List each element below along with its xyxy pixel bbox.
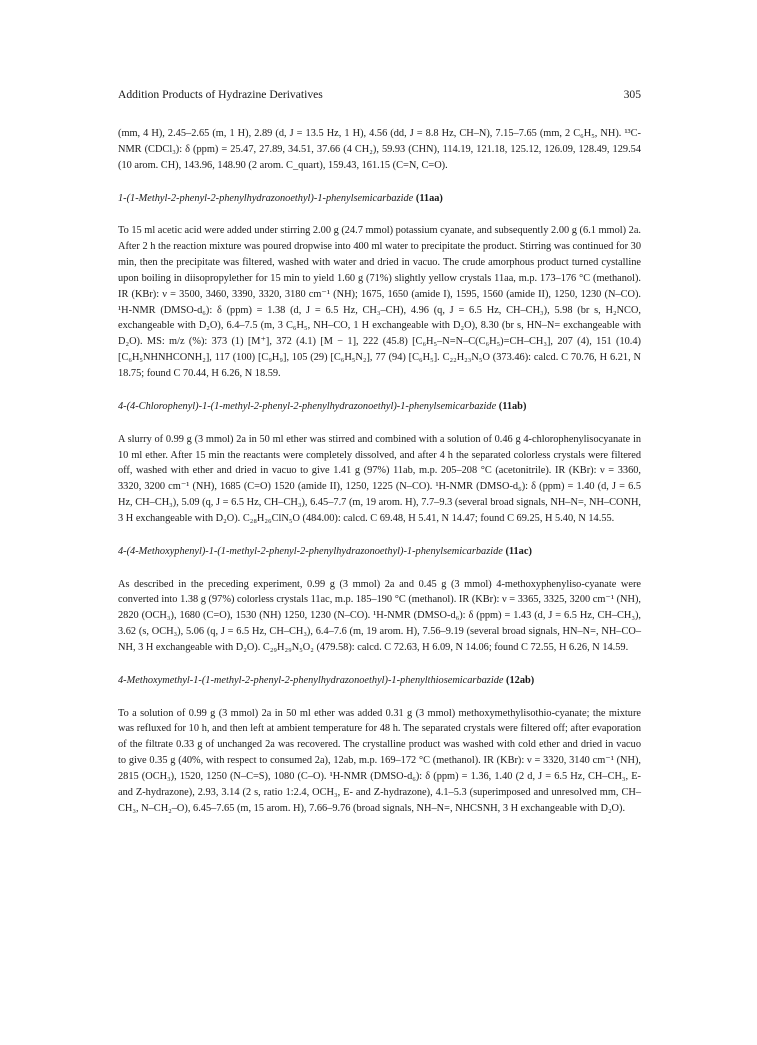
journal-page	[118, 88, 641, 817]
running-header	[118, 88, 641, 102]
compound-label: (11aa)	[415, 192, 443, 204]
compound-name: 4-(4-Methoxyphenyl)-1-(1-methyl-2-phenyl-2-phenylhydrazonoethyl)-1-phenylsemicarbazide	[118, 545, 503, 557]
compound-title	[118, 191, 641, 207]
section-11ac	[118, 544, 641, 656]
experimental-paragraph: To a solution of 0.99 g (3 mmol) 2a in 50 ml ether was added 0.31 g (3 mmol) methoxymethylisothio-cyanate; the mixture was refluxed for 10 h, and then left at ambient temperature for 48 h. The separated crystals were filtered off; after evaporation of the filtrate 0.33 g of unchanged 2a was recovered. The crystalline product was washed with cold ether and dried in vacuo to give 0.35 g (40%, with respect to consumed 2a), 12ab, m.p. 169–172 °C (methanol). IR (KBr): ν = 3320, 3140 cm⁻¹ (NH), 2815 (OCH₃), 1520, 1250 (N–C=S), 1080 (C–O). ¹H-NMR (DMSO-d₆): δ (ppm) = 1.36, 1.40 (2 d, J = 6.5 Hz, CH–CH₃, E- and Z-hydrazone), 2.93, 3.14 (2 s, ratio 1:2.4, OCH₃, E- and Z-hydrazone), 4.1–5.3 (superimposed and unresolved mm, CH–CH₃, N–CH₂–O), 6.45–7.65 (m, 15 arom. H), 7.66–9.76 (broad signals, NH–N=, NHCSNH, 3 H exchangeable with D₂O).	[118, 707, 641, 814]
section-11ab	[118, 399, 641, 527]
compound-name: 4-(4-Chlorophenyl)-1-(1-methyl-2-phenyl-2-phenylhydrazonoethyl)-1-phenylsemicarbazide	[118, 400, 497, 412]
compound-title	[118, 544, 641, 560]
compound-label: (11ab)	[498, 400, 527, 412]
section-12ab	[118, 673, 641, 817]
section-11aa	[118, 191, 641, 382]
page-number: 305	[623, 88, 641, 101]
experimental-paragraph: To 15 ml acetic acid were added under stirring 2.00 g (24.7 mmol) potassium cyanate, and subsequently 2.00 g (6.1 mmol) 2a. After 2 h the reaction mixture was poured dropwise into 400 ml water to precipitate the product. Stirring was continued for 30 min, then the precipitate was filtered, washed with water and dried in vacuo. The crude amorphous product turned cystalline upon boiling in diisopropylether for 15 min to yield 1.60 g (71%) slightly yellow crystals 11aa, m.p. 173–176 °C (methanol). IR (KBr): ν = 3500, 3460, 3390, 3320, 3180 cm⁻¹ (NH); 1675, 1650 (amide I), 1595, 1560 (amide II), 1250, 1230 (N–CO). ¹H-NMR (DMSO-d₆): δ (ppm) = 1.38 (d, J = 6.5 Hz, CH₃–CH), 4.96 (q, J = 6.5 Hz, CH–CH₃), 5.98 (br s, H₂NCO, exchangeable with D₂O), 6.4–7.5 (m, 3 C₆H₅, NH–CO, 1 H exchangeable with D₂O), 8.30 (br s, HN–N= exchangeable with D₂O). MS: m/z (%): 373 (1) [M⁺], 372 (4.1) [M − 1], 222 (45.8) [C₆H₅–N=N–C(C₆H₅)=CH–CH₃], 207 (4), 151 (10.4) [C₆H₅NHNHCONH₂], 117 (100) [C₉H₉], 105 (29) [C₆H₅N₂], 77 (94) [C₆H₅]. C₂₂H₂₃N₅O (373.46): calcd. C 70.76, H 6.21, N 18.75; found C 70.44, H 6.26, N 18.59.	[118, 225, 641, 379]
running-title: Addition Products of Hydrazine Derivatives	[118, 88, 323, 101]
experimental-paragraph: As described in the preceding experiment, 0.99 g (3 mmol) 2a and 0.45 g (3 mmol) 4-methoxyphenyliso-cyanate were converted into 1.38 g (97%) colorless crystals 11ac, m.p. 185–190 °C (methanol). IR (KBr): ν = 3365, 3325, 3200 cm⁻¹ (NH), 2820 (OCH₃), 1680 (C=O), 1530 (NH) 1250, 1230 (N–CO). ¹H-NMR (DMSO-d₆): δ (ppm) = 1.43 (d, J = 6.5 Hz, CH–CH₃), 3.62 (s, OCH₃), 5.06 (q, J = 6.5 Hz, CH–CH₃), 6.4–7.6 (m, 19 arom. H), 7.56–9.19 (several broad signals, HN–N=, NH–CO–NH, 3 H exchangeable with D₂O). C₂₉H₂₉N₅O₂ (479.58): calcd. C 72.63, H 6.09, N 14.06; found C 72.55, H 6.26, N 14.59.	[118, 578, 641, 653]
compound-label: (11ac)	[505, 545, 532, 557]
compound-title	[118, 673, 641, 689]
compound-name: 1-(1-Methyl-2-phenyl-2-phenylhydrazonoethyl)-1-phenylsemicarbazide	[118, 192, 414, 204]
compound-label: (12ab)	[506, 674, 535, 686]
experimental-paragraph: A slurry of 0.99 g (3 mmol) 2a in 50 ml ether was stirred and combined with a solution of 0.46 g 4-chlorophenylisocyanate in 10 ml ether. After 15 min the reactants were completely dissolved, and after 4 h the separated colorless crystals were filtered off, washed with ether and dried in vacuo to give 1.41 g (97%) 11ab, m.p. 205–208 °C (acetonitrile). IR (KBr): ν = 3360, 3320, 3200 cm⁻¹ (NH), 1685 (C=O) 1520 (amide II), 1250, 1225 (N–CO). ¹H-NMR (DMSO-d₆): δ (ppm) = 1.40 (d, J = 6.5 Hz, CH–CH₃), 5.09 (q, J = 6.5 Hz, CH–CH₃), 6.45–7.7 (m, 19 arom. H), 7.7–9.3 (several broad signals, NH–N=, NH–CONH, 3 H exchangeable with D₂O). C₂₈H₂₆ClN₅O (484.00): calcd. C 69.48, H 5.41, N 14.47; found C 69.25, H 5.40, N 14.55.	[118, 433, 641, 524]
continued-paragraph: (mm, 4 H), 2.45–2.65 (m, 1 H), 2.89 (d, J = 13.5 Hz, 1 H), 4.56 (dd, J = 8.8 Hz, CH–N), 7.15–7.65 (mm, 2 C₆H₅, NH). ¹³C-NMR (CDCl₃): δ (ppm) = 25.47, 27.89, 34.51, 37.66 (4 CH₂), 59.93 (CHN), 114.19, 121.18, 125.12, 126.09, 128.49, 129.54 (10 arom. CH), 143.96, 148.90 (2 arom. C_quart), 159.43, 161.15 (C=N, C=O).	[118, 128, 641, 171]
compound-title	[118, 399, 641, 415]
compound-name: 4-Methoxymethyl-1-(1-methyl-2-phenyl-2-phenylhydrazonoethyl)-1-phenylthiosemicarbazide	[118, 674, 504, 686]
